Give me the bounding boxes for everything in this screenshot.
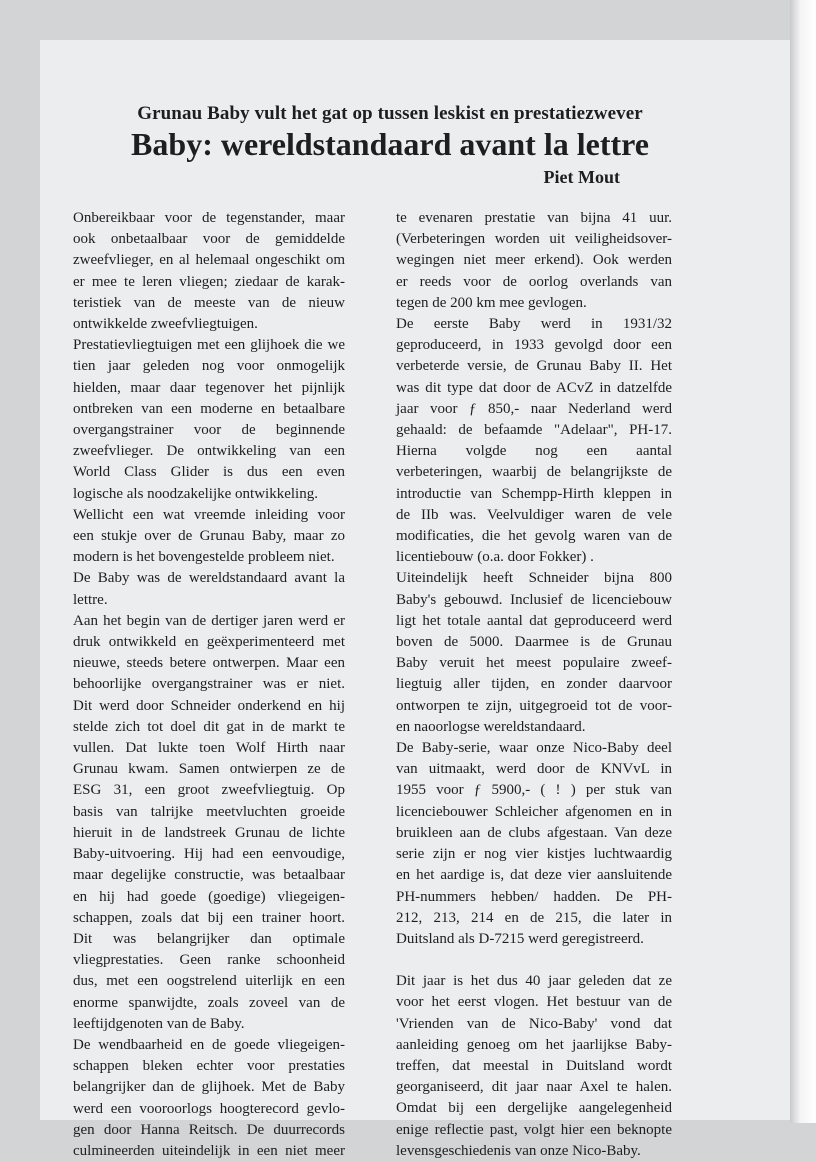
paragraph <box>396 568 672 738</box>
text-line: dus, met een oogstrelend uiterlijk en een <box>73 973 345 990</box>
text-line: vliegprestaties. Geen ranke schoonheid <box>73 952 345 969</box>
paragraph <box>73 505 345 569</box>
text-line: hieruit in de landstreek Grunau de lichte <box>73 824 345 841</box>
text-line: ontworpen te zijn, uitgegroeid tot de voor- <box>396 697 672 714</box>
text-line: enorme spanwijdte, zoals zoveel van de <box>73 994 345 1011</box>
text-line: De eerste Baby werd in 1931/32 <box>396 316 672 333</box>
text-line: liegtuig aller tijden, en zonder daarvoor <box>396 676 672 693</box>
text-column-right <box>396 208 672 1162</box>
text-line: modificaties, die het gevolg waren van de <box>396 528 672 545</box>
text-line: Baby veruit het meest populaire zweef- <box>396 655 672 672</box>
text-line: De wendbaarheid en de goede vliegeigen- <box>73 1036 345 1053</box>
text-line: modern is het bovengestelde probleem niet. <box>73 549 335 566</box>
text-line: Dit werd door Schneider onderkend en hij <box>73 697 345 714</box>
text-line: schappen, zoals dat bij een trainer hoort. <box>73 909 345 926</box>
paragraph <box>73 208 345 335</box>
text-line: De Baby was de wereldstandaard avant la <box>73 570 345 587</box>
text-line: PH-nummers hebben/ hadden. De PH- <box>396 888 672 905</box>
text-line: Dit jaar is het dus 40 jaar geleden dat ze <box>396 973 672 990</box>
text-line: er mee te leren vliegen; ziedaar de karak- <box>73 273 345 290</box>
text-line: zweefvlieger, en al helemaal ongeschikt om <box>73 252 345 269</box>
text-line: World Class Glider is dus een even <box>73 464 345 481</box>
text-line: lettre. <box>73 591 108 608</box>
paragraph <box>73 335 345 505</box>
paragraph <box>73 611 345 1035</box>
text-line: en het aardige is, dat deze vier aansluitende <box>396 867 672 884</box>
text-line: Baby-uitvoering. Hij had een eenvoudige, <box>73 846 345 863</box>
paragraph <box>396 738 672 950</box>
text-line: Dit was belangrijker dan optimale <box>73 930 345 947</box>
text-line: ligt het totale aantal dat geproduceerd werd <box>396 612 672 629</box>
text-line: licentiebouw (o.a. door Fokker) . <box>396 549 594 566</box>
text-line: werd een vooroorlogs hoogterecord gevlo- <box>73 1100 345 1117</box>
text-line: nieuwe, steeds betere ontwerpen. Maar een <box>73 655 345 672</box>
text-line: levensgeschiedenis van onze Nico-Baby. <box>396 1142 641 1159</box>
text-line: Onbereikbaar voor de tegenstander, maar <box>73 210 345 226</box>
text-line: maar degelijke constructie, was betaalbaar <box>73 867 345 884</box>
text-line: een stukje over de Grunau Baby, maar zo <box>73 528 345 545</box>
text-line: bruikleen aan de clubs afgestaan. Van deze <box>396 824 672 841</box>
paragraph <box>73 1035 345 1162</box>
text-line: er reeds voor de oorlog overlands van <box>396 273 672 290</box>
text-line: verbeteringen, waarbij de belangrijkste de <box>396 464 672 481</box>
text-line: tegen de 200 km mee gevlogen. <box>396 294 587 311</box>
text-line: gen door Hanna Reitsch. De duurrecords <box>73 1121 345 1138</box>
text-line: te evenaren prestatie van bijna 41 uur. <box>396 210 672 226</box>
text-line: gehaald: de befaamde "Adelaar", PH-17. <box>396 422 672 439</box>
text-line: Grunau kwam. Samen ontwierpen ze de <box>73 761 345 778</box>
text-line: 'Vrienden van de Nico-Baby' vond dat <box>396 1015 672 1032</box>
paragraph <box>396 314 672 568</box>
text-line: Hierna volgde nog een aantal <box>396 443 672 460</box>
text-line: verbeterde versie, de Grunau Baby II. Het <box>396 358 672 375</box>
text-line: tien jaar geleden nog voor onmogelijk <box>73 358 345 375</box>
text-line: zweefvlieger. De ontwikkeling van een <box>73 443 345 460</box>
text-line: en naoorlogse wereldstandaard. <box>396 718 586 735</box>
text-line: wegingen niet meer erkend). Ook werden <box>396 252 672 269</box>
text-line: boven de 5000. Daarmee is de Grunau <box>396 634 672 651</box>
text-line: van uitmaakt, werd door de KNVvL in <box>396 761 672 778</box>
text-line: introductie van Schempp-Hirth kleppen in <box>396 485 672 502</box>
text-line: Omdat bij een dergelijke aangelegenheid <box>396 1100 672 1117</box>
paragraph <box>396 971 672 1162</box>
text-line: (Verbeteringen worden uit veiligheidsover- <box>396 231 672 248</box>
text-line: was dit type dat door de ACvZ in datzelfde <box>396 379 672 396</box>
text-line: 1955 voor ƒ 5900,- ( ! ) per stuk van <box>396 782 672 799</box>
text-line: ontbreken van een moderne en betaalbare <box>73 400 345 417</box>
text-line: en hij had goede (goedige) vliegeigen- <box>73 888 345 905</box>
text-line: basis van talrijke meetvluchten groeide <box>73 803 345 820</box>
text-line: geproduceerd, in 1933 gevolgd door een <box>396 337 672 354</box>
text-line: aanleiding genoeg om het jaarlijkse Baby- <box>396 1036 672 1053</box>
text-line: enige reflectie past, volgt hier een beknopte <box>396 1121 672 1138</box>
text-line: druk ontwikkeld en geëxperimenteerd met <box>73 634 345 651</box>
text-line: Prestatievliegtuigen met een glijhoek die we <box>73 337 345 354</box>
text-line: overgangstrainer voor de beginnende <box>73 422 345 439</box>
text-line: serie zijn er nog vier kistjes luchtwaardig <box>396 846 672 863</box>
text-line: schappen bleken echter voor prestaties <box>73 1058 345 1075</box>
text-line: logische als noodzakelijke ontwikkeling. <box>73 485 318 502</box>
text-column-left <box>73 208 345 1162</box>
text-line: Aan het begin van de dertiger jaren werd er <box>73 612 345 629</box>
text-line: hielden, maar daar tegenover het pijnlijk <box>73 379 345 396</box>
text-line: de IIb was. Veelvuldiger waren de vele <box>396 506 672 523</box>
text-line: ontwikkelde zweefvliegtuigen. <box>73 316 258 333</box>
page-edge-shadow <box>790 0 816 1123</box>
text-line: ook onbetaalbaar voor de gemiddelde <box>73 231 345 248</box>
text-line: georganiseerd, dit jaar naar Axel te halen. <box>396 1079 672 1096</box>
text-line: 212, 213, 214 en de 215, die later in <box>396 909 672 926</box>
text-line: teristiek van de meeste van de nieuw <box>73 294 345 311</box>
text-line: leeftijdgenoten van de Baby. <box>73 1015 245 1032</box>
paragraph <box>73 568 345 610</box>
text-line: behoorlijke overgangstrainer was er niet. <box>73 676 345 693</box>
text-line: jaar voor ƒ 850,- naar Nederland werd <box>396 400 672 417</box>
paragraph <box>396 208 672 314</box>
article-author: Piet Mout <box>543 167 620 187</box>
text-line: voor het eerst vlogen. Het bestuur van de <box>396 994 672 1011</box>
text-line: licenciebouwer Schleicher afgenomen en in <box>396 803 672 820</box>
text-line: treffen, dat meestal in Duitsland wordt <box>396 1057 672 1074</box>
text-line: Wellicht een wat vreemde inleiding voor <box>73 506 345 523</box>
article-title: Baby: wereldstandaard avant la lettre <box>131 126 649 162</box>
text-line: De Baby-serie, waar onze Nico-Baby deel <box>396 740 672 757</box>
text-line: culmineerden uiteindelijk in een niet meer <box>73 1142 345 1159</box>
article-kicker: Grunau Baby vult het gat op tussen leskist en prestatiezwever <box>137 103 643 124</box>
text-line: vullen. Dat lukte toen Wolf Hirth naar <box>73 740 345 757</box>
text-line: Duitsland als D-7215 werd geregistreerd. <box>396 930 644 947</box>
text-line: belangrijker dan de glijhoek. Met de Baby <box>73 1079 345 1096</box>
text-line: stelde zich tot doel dit gat in de markt te <box>73 718 345 735</box>
text-line: Baby's gebouwd. Inclusief de licenciebouw <box>396 591 672 608</box>
text-line: Uiteindelijk heeft Schneider bijna 800 <box>396 570 672 587</box>
text-line: ESG 31, een groot zweefvliegtuig. Op <box>73 782 345 799</box>
